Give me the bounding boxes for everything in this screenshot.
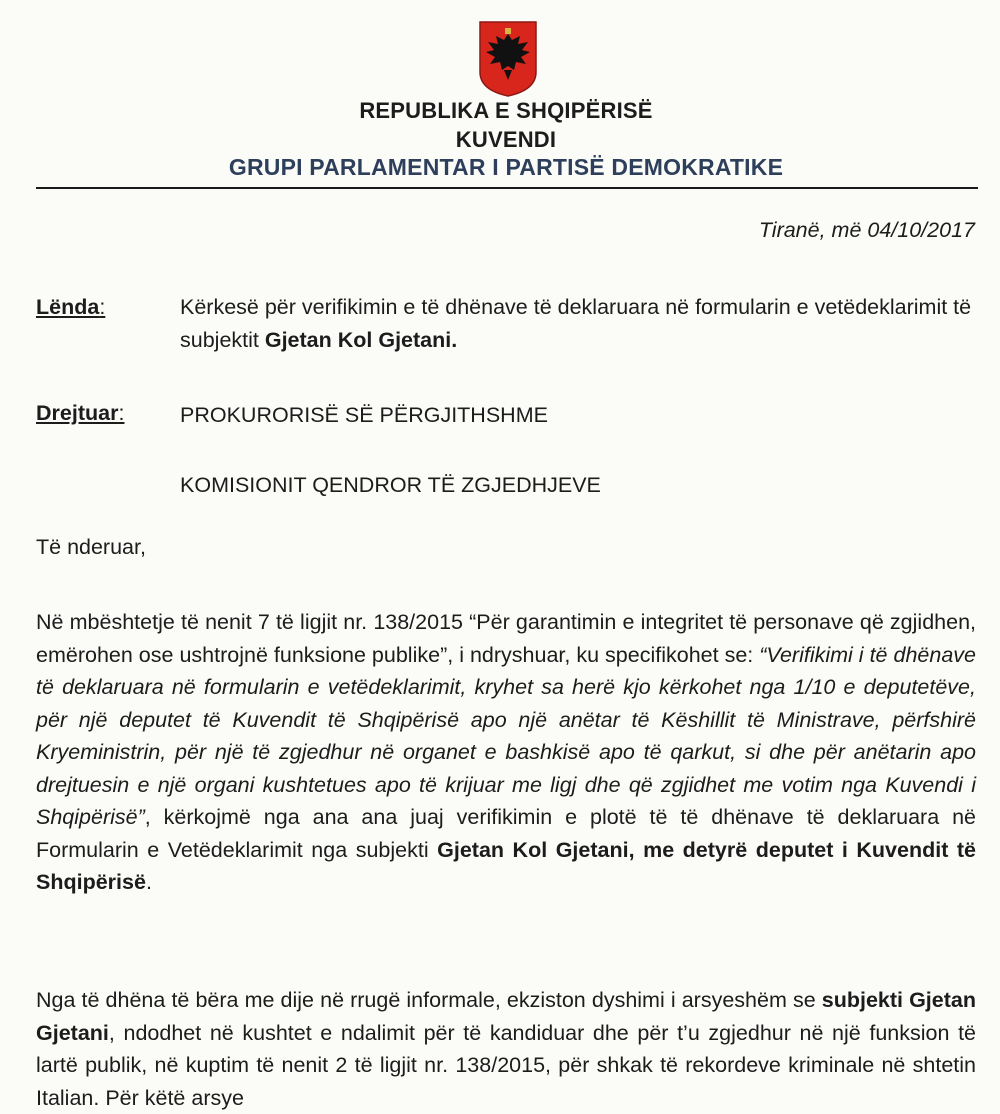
p2-rest: , ndodhet në kushtet e ndalimit për të kandiduar dhe për t’u zgjedhur në një funksion të lartë publik, në kuptim të nenit 2 të ligjit nr. 138/2015, për shkak të rekordeve kriminale në shtetin Italian. Për këtë arsye <box>36 1020 976 1110</box>
header-parliamentary-group: GRUPI PARLAMENTAR I PARTISË DEMOKRATIKE <box>228 154 784 180</box>
letter-date: Tiranë, më 04/10/2017 <box>758 218 975 242</box>
albanian-coat-of-arms-icon <box>478 20 538 98</box>
recipient-election-commission: KOMISIONIT QENDROR TË ZGJEDHJEVE <box>180 473 601 497</box>
p1-bold: Gjetan Kol Gjetani, me detyrë deputet i Kuvendit të Shqipërisë <box>36 837 976 894</box>
header-republic: REPUBLIKA E SHQIPËRISË <box>359 98 653 123</box>
subject-text <box>180 291 976 357</box>
recipient-prosecution: PROKURORISË SË PËRGJITHSHME <box>180 403 548 427</box>
p1-quote: “Verifikimi i të dhënave të deklaruara në formularin e vetëdeklarimit, kryhet sa herë kjo kërkohet nga 1/10 e deputetëve, për një deputet të Kuvendit të Shqipërisë apo një anëtar të Këshillit të Ministrave, përfshirë Kryeministrin, për një të zgjedhur në organet e bashkisë apo të qarkut, si dhe për anëtarin apo drejtuesin e një organi kushtetues apo të krijuar me ligj dhe që zgjidhet me votim nga Kuvendi i Shqipërisë” <box>36 642 976 829</box>
addressed-label: Drejtuar: <box>36 401 125 425</box>
header-assembly: KUVENDI <box>455 127 557 152</box>
p1-intro: Në mbështetje të nenit 7 të ligjit nr. 138/2015 “Për garantimin e integritet të personave që zgjidhen, emërohen ose ushtrojnë funksione publike”, i ndryshuar, ku specifikohet se: <box>36 610 976 667</box>
p1-end: . <box>145 870 152 894</box>
p2-bold: subjekti Gjetan Gjetani <box>36 988 976 1045</box>
subject-name: Gjetan Kol Gjetani. <box>264 328 458 352</box>
body-paragraph-1 <box>36 606 976 899</box>
p2-intro: Nga të dhëna të bëra me dije në rrugë informale, ekziston dyshimi i arsyeshëm se <box>36 988 822 1012</box>
header-divider <box>36 187 978 189</box>
p1-middle: , kërkojmë nga ana ana juaj verifikimin e plotë të të dhënave të deklaruara në Formularin e Vetëdeklarimit nga subjekti <box>36 805 976 862</box>
greeting: Të nderuar, <box>36 535 146 559</box>
body-paragraph-2 <box>36 984 976 1114</box>
subject-label: Lënda: <box>36 295 106 319</box>
subject-body: Kërkesë për verifikimin e të dhënave të deklaruara në formularin e vetëdeklarimit të subjektit <box>180 295 972 352</box>
